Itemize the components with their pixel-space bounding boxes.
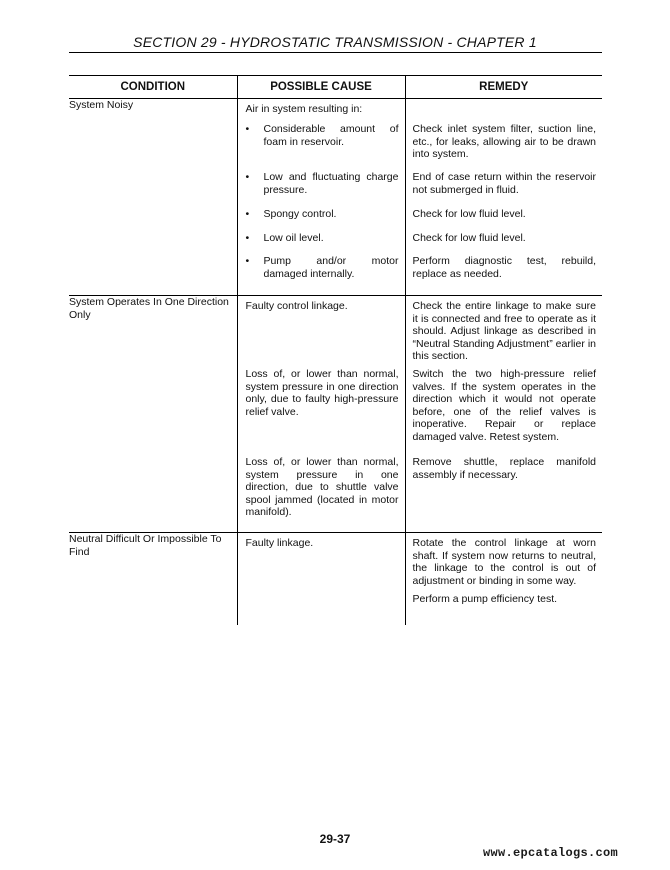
table-row [69, 296, 602, 533]
cause-item [238, 123, 405, 171]
condition-cell: System Noisy [69, 99, 237, 296]
cause-item [238, 593, 405, 621]
causes-cell [237, 99, 405, 296]
header-rule [69, 52, 602, 53]
remedies-cell [405, 99, 602, 296]
column-header-condition: CONDITION [69, 76, 237, 99]
remedy-item: Check the entire linkage to make sure it is connected and free to operate as it should. Adjust linkage as described in “Neutral Standing Adjustment” earlier in this section. [412, 300, 596, 362]
remedy-item: Perform a pump efficiency test. [412, 593, 558, 605]
column-header-remedy: REMEDY [405, 76, 602, 99]
section-header: SECTION 29 - HYDROSTATIC TRANSMISSION - CHAPTER 1 [133, 34, 537, 50]
remedy-item: Rotate the control linkage at worn shaft. If system now returns to neutral, the linkage to the control is out of adjustment or binding in some way. [412, 537, 596, 587]
table-row [69, 99, 602, 296]
cause-text: Loss of, or lower than normal, system pressure in one direction, due to shuttle valve spool jammed (located in motor manifold). [245, 456, 399, 518]
remedies-cell [405, 296, 602, 533]
table-body [69, 99, 602, 626]
cause-item [238, 368, 405, 456]
cause-item [238, 99, 405, 123]
cause-item [238, 232, 405, 255]
page-number: 29-37 [319, 832, 351, 846]
remedies-cell [405, 533, 602, 626]
cause-text: Loss of, or lower than normal, system pressure in one direction only, due to faulty high-pressure relief valve. [245, 368, 399, 418]
remedy-item [406, 99, 603, 123]
cause-text: Considerable amount of foam in reservoir. [263, 123, 399, 148]
cause-text: Faulty linkage. [245, 537, 314, 549]
bullet-icon: • [245, 255, 250, 267]
remedy-item: Perform diagnostic test, rebuild, replace as needed. [412, 255, 596, 280]
cause-item [238, 533, 405, 593]
remedy-item: End of case return within the reservoir not submerged in fluid. [412, 171, 596, 196]
cause-item [238, 255, 405, 295]
remedy-item: Check inlet system filter, suction line, etc., for leaks, allowing air to be drawn into system. [412, 123, 596, 160]
cause-text: Spongy control. [263, 208, 337, 220]
remedy-item: Switch the two high-pressure relief valves. If the system operates in the direction which it would not operate before, one of the relief valves is inoperative. Repair or replace damaged valve. Retest system. [412, 368, 596, 443]
table-header-row [69, 76, 602, 99]
causes-cell [237, 296, 405, 533]
cause-text [246, 593, 399, 621]
watermark: www.epcatalogs.com [482, 846, 618, 860]
cause-item [238, 456, 405, 532]
cause-text: Pump and/or motor damaged internally. [263, 255, 399, 280]
causes-cell [237, 533, 405, 626]
bullet-icon: • [245, 232, 250, 244]
cause-item [238, 296, 405, 368]
cause-text: Low oil level. [263, 232, 324, 244]
remedy-item: Remove shuttle, replace manifold assembly if necessary. [412, 456, 596, 481]
cause-item [238, 171, 405, 208]
bullet-icon: • [245, 123, 250, 135]
cause-text: Faulty control linkage. [245, 300, 348, 312]
cause-text: Low and fluctuating charge pressure. [263, 171, 399, 196]
condition-cell: System Operates In One Direction Only [69, 296, 237, 533]
condition-cell: Neutral Difficult Or Impossible To Find [69, 533, 222, 558]
cause-item [238, 208, 405, 232]
column-header-possible-cause: POSSIBLE CAUSE [237, 76, 405, 99]
bullet-icon: • [245, 208, 250, 220]
remedy-item: Check for low fluid level. [412, 208, 526, 220]
table-row [69, 533, 602, 626]
bullet-icon: • [245, 171, 250, 183]
troubleshooting-table [69, 75, 602, 625]
cause-text: Air in system resulting in: [245, 103, 363, 115]
remedy-item: Check for low fluid level. [412, 232, 526, 244]
